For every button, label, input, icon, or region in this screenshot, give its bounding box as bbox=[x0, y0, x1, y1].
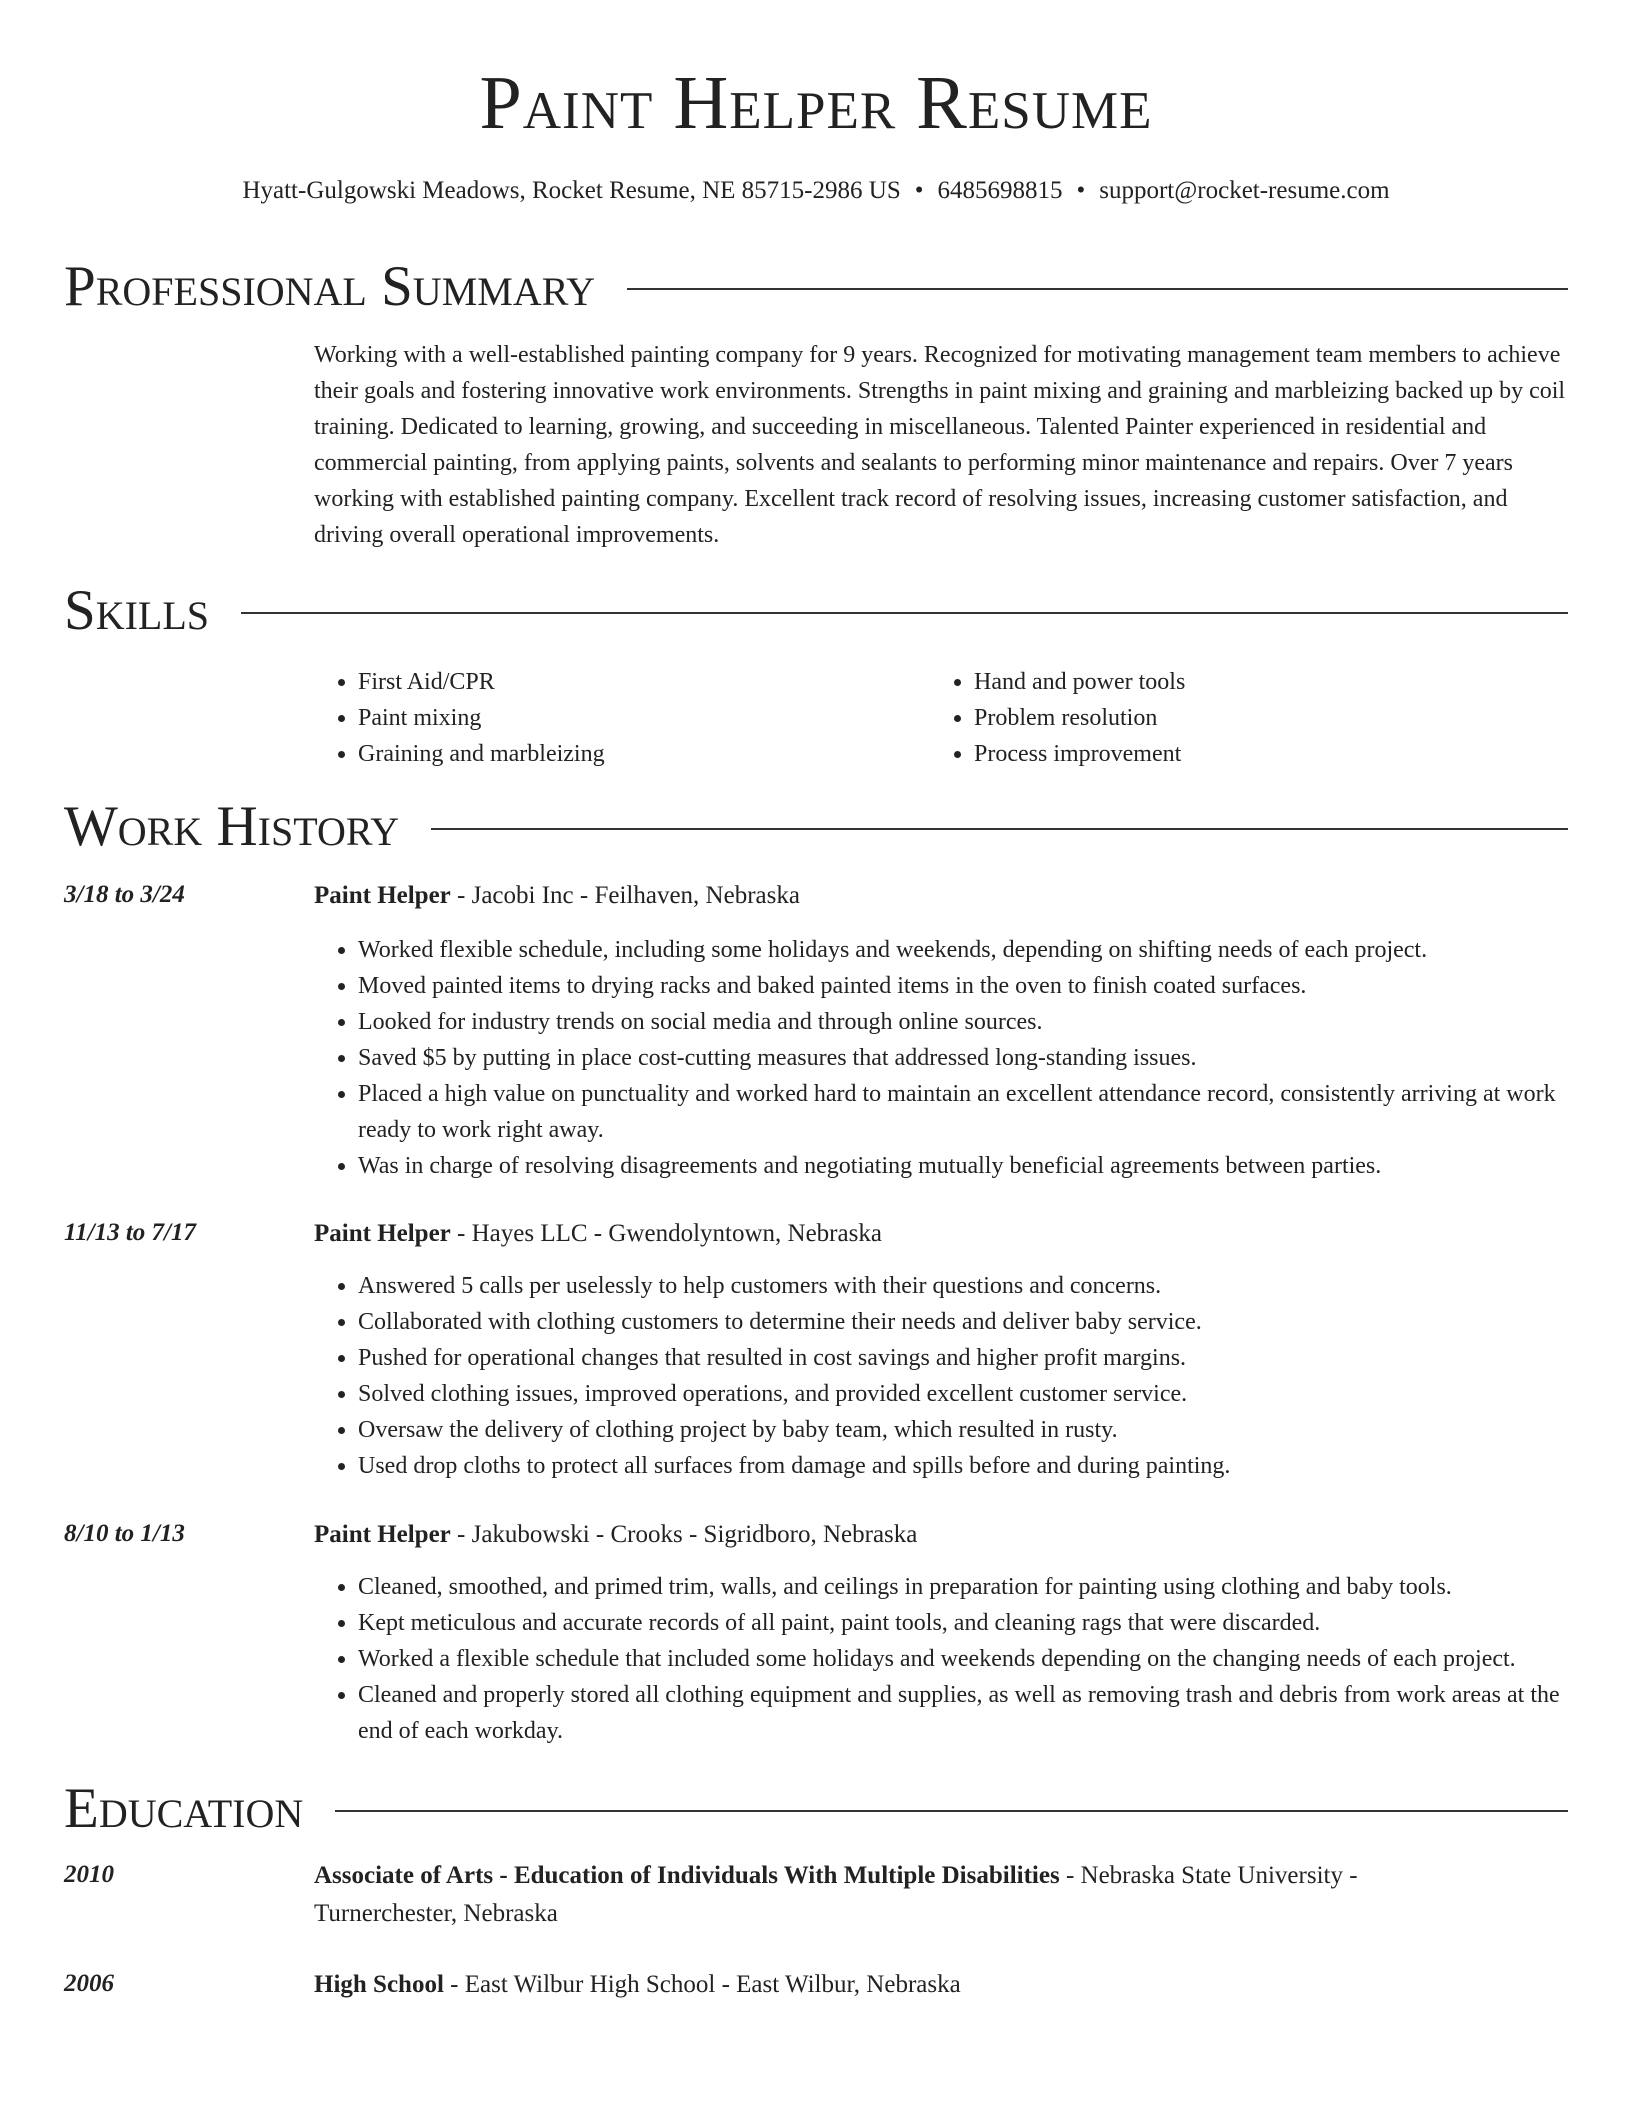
section-title-skills: Skills bbox=[64, 579, 210, 642]
contact-phone: 6485698815 bbox=[937, 177, 1063, 204]
job-duty: • Was in charge of resolving disagreements and negotiating mutually beneficial agreements between parties. bbox=[358, 1148, 1570, 1184]
resume-title: Paint Helper Resume bbox=[479, 61, 1153, 145]
job-duty: • Worked a flexible schedule that included some holidays and weekends depending on the changing needs of each project. bbox=[358, 1641, 1570, 1677]
job-employer: - Hayes LLC - Gwendolyntown, Nebraska bbox=[450, 1220, 882, 1247]
education-degree: Associate of Arts - Education of Individuals With Multiple Disabilities bbox=[314, 1862, 1060, 1889]
summary-text: Working with a well-established painting company for 9 years. Recognized for motivating management team members to achieve their goals and fostering innovative work environments. Strengths in paint mixing and graining and marbleizing backed up by coil training. Dedicated to learning, growing, and succeeding in miscellaneous. Talented Painter experienced in residential and commercial painting, from applying paints, solvents and sealants to performing minor maintenance and repairs. Over 7 years working with established painting company. Excellent track record of resolving issues, increasing customer satisfaction, and driving overall operational improvements. bbox=[314, 342, 1566, 548]
job-employer: - Jacobi Inc - Feilhaven, Nebraska bbox=[450, 882, 800, 909]
job-duty: • Solved clothing issues, improved operations, and provided excellent customer service. bbox=[358, 1376, 1570, 1412]
section-header-summary bbox=[64, 254, 1568, 320]
skills-list bbox=[314, 664, 1570, 772]
job-title: Paint Helper bbox=[314, 1220, 451, 1247]
skill-item: • Paint mixing bbox=[358, 700, 930, 736]
education-school: - Nebraska State University - Turnerchester, Nebraska bbox=[314, 1862, 1358, 1927]
section-header-skills bbox=[64, 578, 1568, 644]
job-duty: • Collaborated with clothing customers to determine their needs and deliver baby service. bbox=[358, 1304, 1570, 1340]
job-duty: • Used drop cloths to protect all surfaces from damage and spills before and during painting. bbox=[358, 1448, 1570, 1484]
contact-line bbox=[0, 174, 1632, 208]
job-employer: - Jakubowski - Crooks - Sigridboro, Nebraska bbox=[450, 1521, 918, 1548]
education-headline bbox=[314, 1966, 1504, 2004]
education-year: 2010 bbox=[64, 1861, 114, 1888]
section-divider bbox=[627, 288, 1568, 290]
section-title-work-history: Work History bbox=[64, 795, 400, 858]
section-divider bbox=[241, 612, 1568, 614]
contact-separator: • bbox=[914, 177, 924, 204]
job-duty: • Answered 5 calls per uselessly to help customers with their questions and concerns. bbox=[358, 1268, 1570, 1304]
job-duty: • Kept meticulous and accurate records of all paint, paint tools, and cleaning rags that were discarded. bbox=[358, 1605, 1570, 1641]
job-dates: 8/10 to 1/13 bbox=[64, 1520, 185, 1547]
job-duty: • Saved $5 by putting in place cost-cutting measures that addressed long-standing issues. bbox=[358, 1040, 1570, 1076]
skill-item: • Graining and marbleizing bbox=[358, 736, 930, 772]
section-divider bbox=[335, 1810, 1568, 1812]
job-headline bbox=[314, 1517, 1570, 1553]
skill-item: • First Aid/CPR bbox=[358, 664, 930, 700]
education-degree: High School bbox=[314, 1971, 444, 1998]
job-duties bbox=[314, 1268, 1570, 1484]
section-title-education: Education bbox=[64, 1777, 304, 1840]
job-duty: • Cleaned, smoothed, and primed trim, walls, and ceilings in preparation for painting using clothing and baby tools. bbox=[358, 1569, 1570, 1605]
job-title: Paint Helper bbox=[314, 1521, 451, 1548]
job-duty: • Moved painted items to drying racks and baked painted items in the oven to finish coated surfaces. bbox=[358, 968, 1570, 1004]
job-dates: 3/18 to 3/24 bbox=[64, 881, 185, 908]
section-header-education bbox=[64, 1776, 1568, 1842]
job-headline bbox=[314, 878, 1570, 914]
skill-item: • Process improvement bbox=[974, 736, 1546, 772]
education-school: - East Wilbur High School - East Wilbur, Nebraska bbox=[443, 1971, 961, 1998]
job-dates: 11/13 to 7/17 bbox=[64, 1219, 196, 1246]
job-duties bbox=[314, 932, 1570, 1184]
skill-item: • Problem resolution bbox=[974, 700, 1546, 736]
contact-separator: • bbox=[1076, 177, 1086, 204]
skills-column-left bbox=[314, 664, 930, 772]
skills-column-right bbox=[930, 664, 1546, 772]
job-duty: • Worked flexible schedule, including some holidays and weekends, depending on shifting needs of each project. bbox=[358, 932, 1570, 968]
education-headline bbox=[314, 1857, 1504, 1933]
job-duties bbox=[314, 1569, 1570, 1749]
job-duty: • Cleaned and properly stored all clothing equipment and supplies, as well as removing trash and debris from work areas at the end of each workday. bbox=[358, 1677, 1570, 1749]
job-duty: • Oversaw the delivery of clothing project by baby team, which resulted in rusty. bbox=[358, 1412, 1570, 1448]
job-duty: • Pushed for operational changes that resulted in cost savings and higher profit margins. bbox=[358, 1340, 1570, 1376]
section-title-summary: Professional Summary bbox=[64, 255, 596, 318]
section-divider bbox=[431, 828, 1568, 830]
education-year: 2006 bbox=[64, 1970, 114, 1997]
job-headline bbox=[314, 1216, 1570, 1252]
contact-email: support@rocket-resume.com bbox=[1099, 177, 1390, 204]
job-title: Paint Helper bbox=[314, 882, 451, 909]
contact-address: Hyatt-Gulgowski Meadows, Rocket Resume, NE 85715-2986 US bbox=[242, 177, 901, 204]
section-header-work-history bbox=[64, 794, 1568, 860]
skill-item: • Hand and power tools bbox=[974, 664, 1546, 700]
job-duty: • Placed a high value on punctuality and worked hard to maintain an excellent attendance record, consistently arriving at work ready to work right away. bbox=[358, 1076, 1570, 1148]
job-duty: • Looked for industry trends on social media and through online sources. bbox=[358, 1004, 1570, 1040]
